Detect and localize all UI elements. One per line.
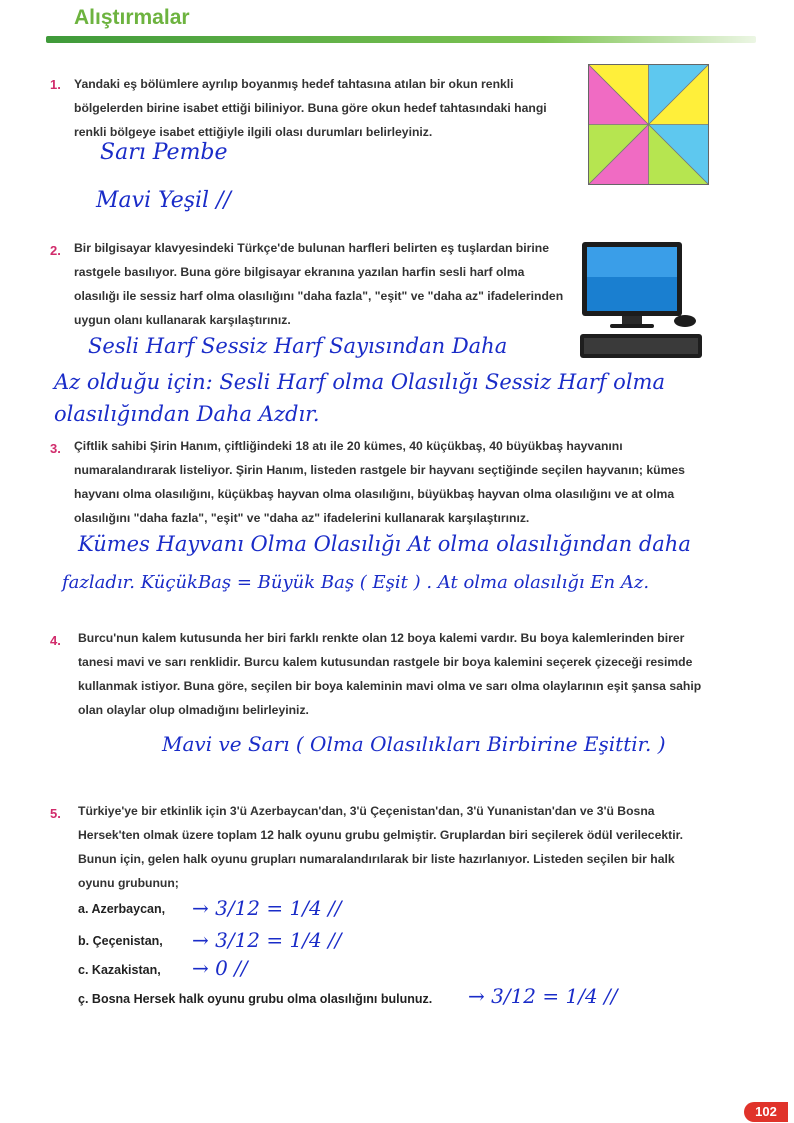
answer-4-line-1: Mavi ve Sarı ( Olma Olasılıkları Birbirine Eşittir. ) — [162, 732, 666, 756]
header-bar — [46, 36, 756, 43]
question-2-text: Bir bilgisayar klavyesindeki Türkçe'de bulunan harfleri belirten eş tuşlardan birine rastgele basılıyor. Buna göre bilgisayar ekranına yazılan harfin sesli harf olma olasılığı ile sessiz harf olma olasılığını "daha fazla", "eşit" ve "daha az" ifadelerinden uygun olanı kullanarak karşılaştırınız. — [74, 241, 564, 327]
answer-5c-cedilla: → 3/12 = 1/4 // — [468, 984, 618, 1008]
answer-2-line-2: Az olduğu için: Sesli Harf olma Olasılığı Sessiz Harf olma — [54, 370, 665, 394]
question-1-text: Yandaki eş bölümlere ayrılıp boyanmış hedef tahtasına atılan bir okun renkli bölgelerden birine isabet ettiği biliniyor. Buna göre okun hedef tahtasındaki hangi renkli bölgeye isabet ettiğiyle ilgili olası durumları belirleyiniz. — [74, 77, 547, 139]
option-a: a. Azerbaycan, — [78, 902, 166, 916]
answer-5a: → 3/12 = 1/4 // — [192, 896, 342, 920]
question-1-number: 1. — [50, 77, 61, 92]
question-4-text: Burcu'nun kalem kutusunda her biri farklı renkte olan 12 boya kalemi vardır. Bu boya kalemlerinden birer tanesi mavi ve sarı renklidir. Burcu kalem kutusundan rastgele bir boya kalemini seçerek çizeceği resimde kullanmak istiyor. Buna göre, seçilen bir boya kaleminin mavi olma ve sarı olma olaylarının eşit şansa sahip olan olaylar olup olmadığını belirleyiniz. — [78, 631, 702, 717]
question-5-number: 5. — [50, 806, 61, 821]
answer-1-line-1: Sarı Pembe — [100, 140, 228, 165]
question-3-number: 3. — [50, 441, 61, 456]
question-4-number: 4. — [50, 633, 61, 648]
answer-5c: → 0 // — [192, 956, 248, 980]
option-c-cedilla: ç. Bosna Hersek halk oyunu grubu olma olasılığını bulunuz. — [78, 992, 433, 1006]
question-5-text: Türkiye'ye bir etkinlik için 3'ü Azerbaycan'dan, 3'ü Çeçenistan'dan, 3'ü Yunanistan'dan ve 3'ü Bosna Hersek'ten olmak üzere toplam 12 halk oyunu grubu gelmiştir. Gruplardan biri seçilerek ödül verilecektir. Bunun için, gelen halk oyunu grupları numaralandırılarak bir liste hazırlanıyor. Listeden seçilen bir halk oyunu grubunun; — [78, 804, 684, 890]
answer-1-line-2: Mavi Yeşil // — [96, 188, 231, 213]
answer-5b: → 3/12 = 1/4 // — [192, 928, 342, 952]
dartboard-illustration — [588, 64, 709, 185]
question-3-text: Çiftlik sahibi Şirin Hanım, çiftliğindeki 18 atı ile 20 kümes, 40 küçükbaş, 40 büyükbaş hayvanını numaralandırarak listeliyor. Şirin Hanım, listeden rastgele bir hayvanı seçtiğinde seçilen hayvanın; kümes hayvanı olma olasılığını, küçükbaş hayvan olma olasılığını, büyükbaş hayvan olma olasılığını ve at olma olasılığını "daha fazla", "eşit" ve "daha az" ifadelerini kullanarak karşılaştırınız. — [74, 439, 685, 525]
option-c: c. Kazakistan, — [78, 963, 161, 977]
answer-3-line-2: fazladır. KüçükBaş = Büyük Baş ( Eşit ) . At olma olasılığı En Az. — [62, 572, 650, 593]
answer-3-line-1: Kümes Hayvanı Olma Olasılığı At olma olasılığından daha — [78, 532, 691, 556]
computer-illustration — [576, 240, 708, 362]
page-number-badge: 102 — [744, 1102, 788, 1122]
question-2-number: 2. — [50, 243, 61, 258]
answer-2-line-1: Sesli Harf Sessiz Harf Sayısından Daha — [88, 334, 508, 358]
answer-2-line-3: olasılığından Daha Azdır. — [54, 402, 320, 426]
section-title: Alıştırmalar — [74, 6, 190, 29]
option-b: b. Çeçenistan, — [78, 934, 163, 948]
